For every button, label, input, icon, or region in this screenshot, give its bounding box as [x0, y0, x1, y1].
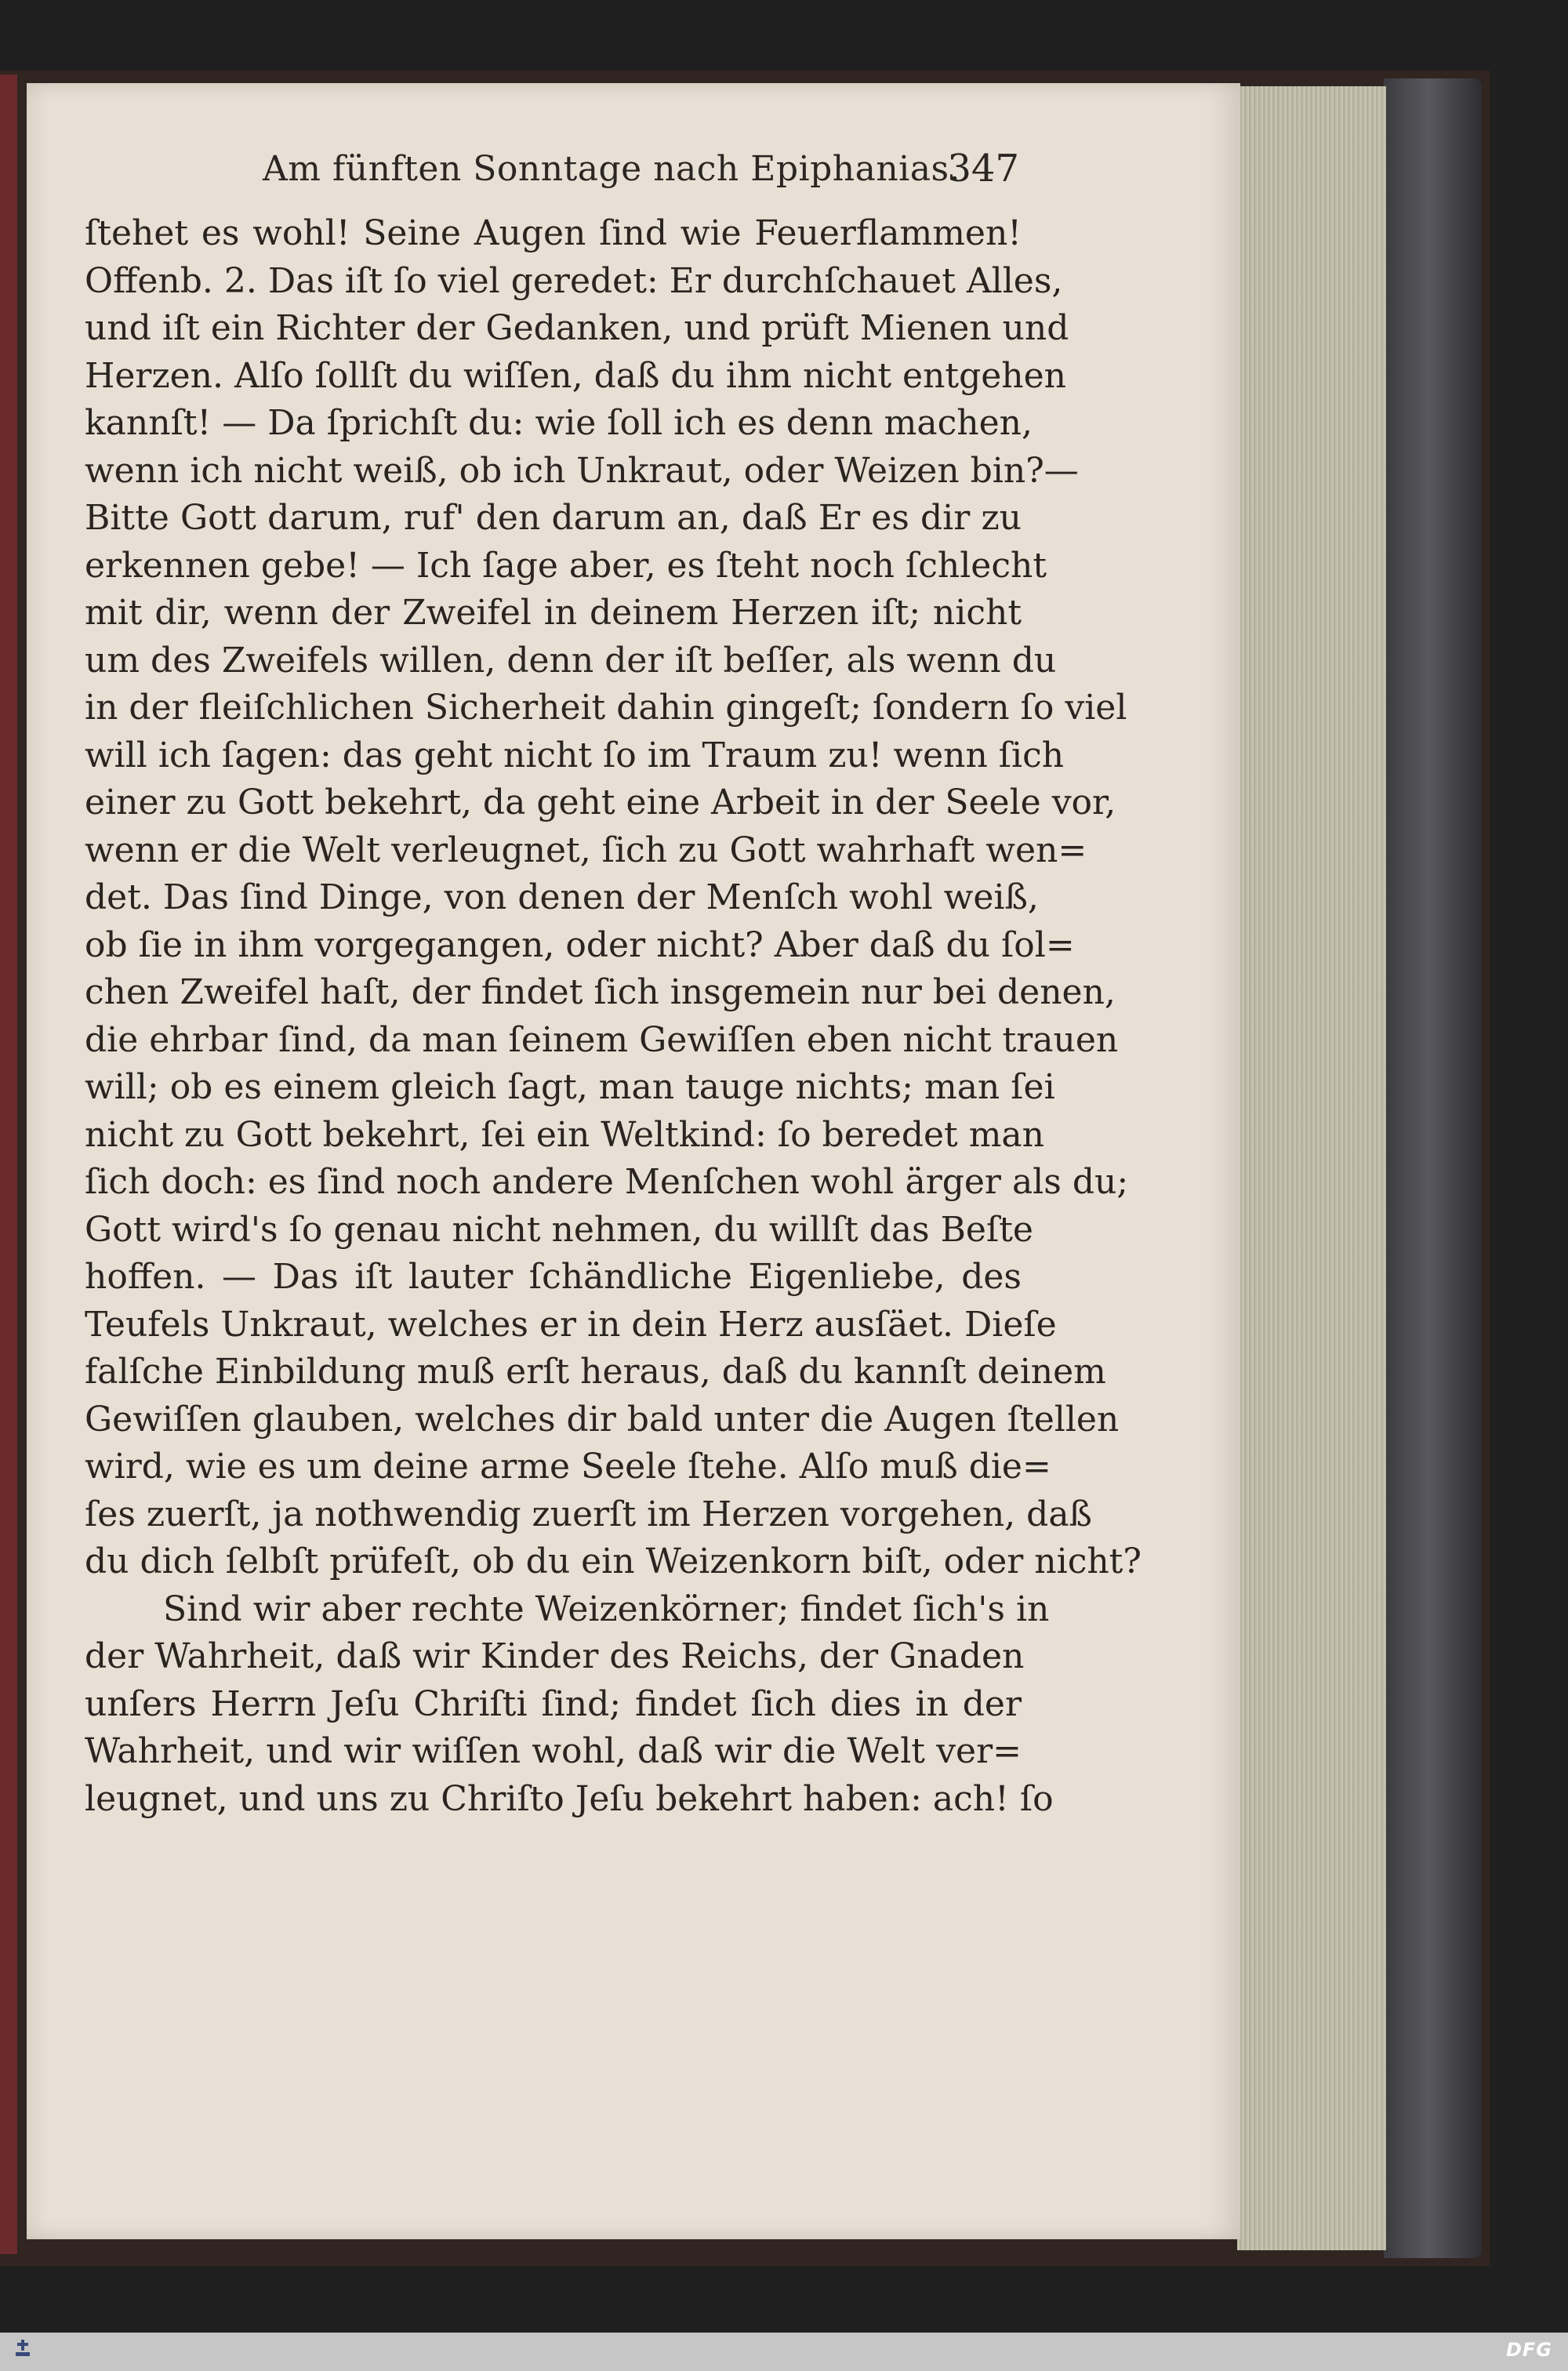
text-line: ob ſie in ihm vorgegangen, oder nicht? Aber daß du ſol= — [85, 924, 1075, 965]
running-head-title: Am fünften Sonntage nach Epiphanias. — [263, 149, 961, 189]
text-line: und iſt ein Richter der Gedanken, und prüft Mienen und — [85, 308, 1069, 348]
text-line: Sind wir aber rechte Weizenkörner; findet ſich's in — [163, 1589, 1050, 1629]
text-line: ſich doch: es ſind noch andere Menſchen wohl ärger als du; — [85, 1162, 1129, 1202]
text-line: Offenb. 2. Das iſt ſo viel geredet: Er durchſchauet Alles, — [85, 260, 1063, 301]
book-spine-left — [0, 74, 17, 2254]
text-line: die ehrbar ſind, da man ſeinem Gewiſſen eben nicht trauen — [85, 1019, 1119, 1060]
page-number: 347 — [947, 147, 1019, 191]
running-head — [82, 137, 1019, 204]
text-line: det. Das ſind Dinge, von denen der Menſch wohl weiß, — [85, 877, 1039, 917]
text-line: leugnet, und uns zu Chriſto Jeſu bekehrt haben: ach! ſo — [85, 1778, 1054, 1819]
text-line: falſche Einbildung muß erſt heraus, daß du kannſt deinem — [85, 1352, 1106, 1392]
library-logo-icon — [8, 2338, 38, 2366]
text-line: der Wahrheit, daß wir Kinder des Reichs, der Gnaden — [85, 1636, 1025, 1676]
body-text — [85, 210, 1142, 1823]
text-line: wenn er die Welt verleugnet, ſich zu Gott wahrhaft wen= — [85, 830, 1087, 870]
text-line: erkennen gebe! — Ich ſage aber, es ſteht noch ſchlecht — [85, 545, 1047, 586]
book-cover-right — [1384, 78, 1482, 2258]
text-line: will ich ſagen: das geht nicht ſo im Traum zu! wenn ſich — [85, 735, 1065, 775]
viewer-footer-bar — [0, 2333, 1568, 2371]
text-line: Wahrheit, und wir wiſſen wohl, daß wir die Welt ver= — [85, 1731, 1022, 1771]
text-line: Gewiſſen glauben, welches dir bald unter die Augen ſtellen — [85, 1399, 1120, 1440]
text-line: kannſt! — Da ſprichſt du: wie ſoll ich es denn machen, — [85, 403, 1033, 443]
text-line: wird, wie es um deine arme Seele ſtehe. Alſo muß die= — [85, 1447, 1051, 1487]
text-line: unſers Herrn Jeſu Chriſti ſind; findet ſich dies in der — [85, 1683, 1022, 1724]
text-line: hoffen. — Das iſt lauter ſchändliche Eigenliebe, des — [85, 1257, 1022, 1297]
text-line: Teufels Unkraut, welches er in dein Herz ausſäet. Dieſe — [85, 1304, 1057, 1345]
text-line: in der fleiſchlichen Sicherheit dahin gingeſt; ſondern ſo viel — [85, 688, 1127, 728]
text-line: einer zu Gott bekehrt, da geht eine Arbeit in der Seele vor, — [85, 782, 1116, 822]
text-line: ſtehet es wohl! Seine Augen ſind wie Feuerflammen! — [85, 213, 1022, 253]
text-line: Bitte Gott darum, ruf' den darum an, daß Er es dir zu — [85, 498, 1022, 538]
text-line: will; ob es einem gleich ſagt, man tauge nichts; man ſei — [85, 1067, 1055, 1107]
text-line: du dich ſelbſt prüfeſt, ob du ein Weizenkorn biſt, oder nicht? — [85, 1541, 1142, 1581]
text-line: ſes zuerſt, ja nothwendig zuerſt im Herzen vorgehen, daß — [85, 1494, 1092, 1534]
text-line: Herzen. Alſo ſollſt du wiſſen, daß du ihm nicht entgehen — [85, 355, 1067, 396]
text-line: nicht zu Gott bekehrt, ſei ein Weltkind: ſo beredet man — [85, 1114, 1044, 1155]
dfg-logo: DFG — [1505, 2339, 1552, 2361]
text-line: wenn ich nicht weiß, ob ich Unkraut, oder Weizen bin?— — [85, 450, 1079, 491]
text-line: mit dir, wenn der Zweifel in deinem Herzen iſt; nicht — [85, 593, 1022, 633]
text-line: um des Zweifels willen, denn der iſt beſſer, als wenn du — [85, 640, 1057, 681]
text-line: Gott wird's ſo genau nicht nehmen, du willſt das Beſte — [85, 1209, 1033, 1250]
page-edges — [1237, 86, 1386, 2250]
text-line: chen Zweifel haſt, der findet ſich insgemein nur bei denen, — [85, 972, 1116, 1012]
